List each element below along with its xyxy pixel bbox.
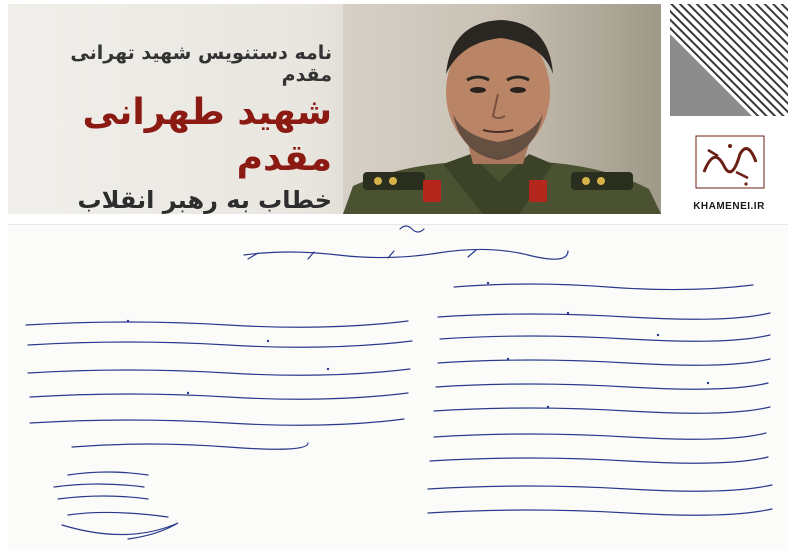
logo-panel — [670, 4, 788, 217]
header-banner — [8, 4, 661, 214]
banner-titles — [32, 42, 332, 214]
portrait-photo — [343, 4, 661, 214]
banner-subtitle: نامه دستنویس شهید تهرانی مقدم — [70, 42, 332, 86]
defa-moghaddas-seal-icon — [690, 132, 770, 192]
diagonal-stripes-decoration — [670, 4, 788, 116]
handwriting-scan — [8, 225, 788, 551]
handwritten-letter — [8, 224, 788, 551]
banner-main-title: شهید طهرانی مقدم — [82, 92, 332, 179]
site-label: KHAMENEI.IR — [693, 201, 765, 212]
banner-second-line: خطاب به رهبر انقلاب — [77, 186, 332, 214]
